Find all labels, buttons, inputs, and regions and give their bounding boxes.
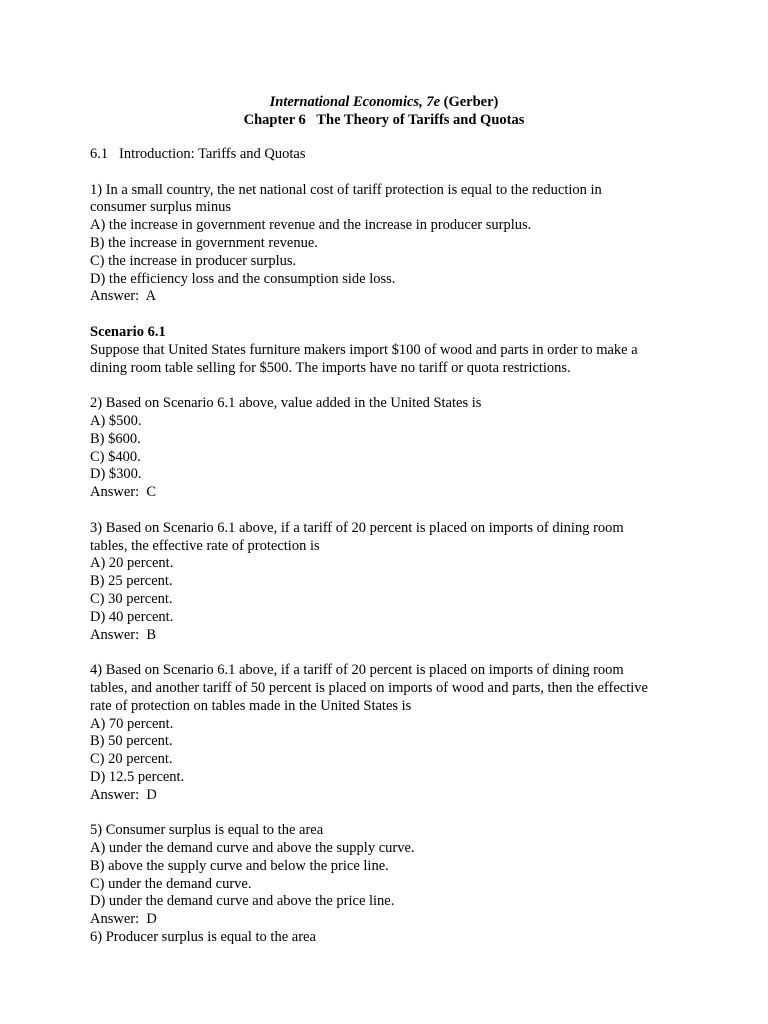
question-stem: tables, the effective rate of protection is bbox=[90, 537, 320, 554]
document-header bbox=[90, 93, 678, 129]
option-c: C) under the demand curve. bbox=[90, 875, 252, 892]
answer: Answer: B bbox=[90, 626, 157, 643]
option-a: A) 20 percent. bbox=[90, 555, 174, 572]
question-4 bbox=[90, 662, 678, 804]
answer: Answer: D bbox=[90, 786, 157, 803]
option-a: A) $500. bbox=[90, 412, 142, 429]
author: (Gerber) bbox=[443, 94, 499, 110]
option-b: B) above the supply curve and below the price line. bbox=[90, 857, 389, 874]
section-heading: 6.1 Introduction: Tariffs and Quotas bbox=[90, 146, 306, 162]
question-stem: 1) In a small country, the net national cost of tariff protection is equal to the reduction in bbox=[90, 181, 602, 198]
answer: Answer: C bbox=[90, 484, 157, 501]
question-stem: 2) Based on Scenario 6.1 above, value added in the United States is bbox=[90, 395, 482, 412]
option-c: C) $400. bbox=[90, 448, 141, 465]
question-stem: consumer surplus minus bbox=[90, 199, 231, 216]
option-c: C) the increase in producer surplus. bbox=[90, 252, 297, 269]
scenario-text: dining room table selling for $500. The imports have no tariff or quota restrictions. bbox=[90, 359, 571, 376]
option-d: D) $300. bbox=[90, 466, 142, 483]
option-a: A) under the demand curve and above the supply curve. bbox=[90, 840, 415, 857]
option-a: A) 70 percent. bbox=[90, 715, 174, 732]
option-d: D) under the demand curve and above the price line. bbox=[90, 893, 395, 910]
option-a: A) the increase in government revenue and the increase in producer surplus. bbox=[90, 217, 532, 234]
option-d: D) 12.5 percent. bbox=[90, 768, 185, 785]
question-stem: rate of protection on tables made in the United States is bbox=[90, 697, 412, 714]
question-stem: 3) Based on Scenario 6.1 above, if a tariff of 20 percent is placed on imports of dining room bbox=[90, 519, 624, 536]
option-b: B) 50 percent. bbox=[90, 733, 173, 750]
scenario-title: Scenario 6.1 bbox=[90, 323, 166, 340]
question-stem: tables, and another tariff of 50 percent is placed on imports of wood and parts, then the effective bbox=[90, 679, 648, 696]
option-b: B) 25 percent. bbox=[90, 573, 173, 590]
question-1 bbox=[90, 182, 678, 307]
question-stem: 4) Based on Scenario 6.1 above, if a tariff of 20 percent is placed on imports of dining room bbox=[90, 662, 624, 679]
question-3 bbox=[90, 520, 678, 645]
question-2 bbox=[90, 395, 678, 502]
chapter-title: Chapter 6 The Theory of Tariffs and Quotas bbox=[243, 112, 525, 128]
question-stem: 5) Consumer surplus is equal to the area bbox=[90, 822, 324, 839]
option-d: D) 40 percent. bbox=[90, 608, 174, 625]
option-b: B) $600. bbox=[90, 430, 141, 447]
option-d: D) the efficiency loss and the consumption side loss. bbox=[90, 270, 396, 287]
answer: Answer: D bbox=[90, 911, 157, 928]
answer: Answer: A bbox=[90, 288, 157, 305]
option-b: B) the increase in government revenue. bbox=[90, 234, 318, 251]
question-stem: 6) Producer surplus is equal to the area bbox=[90, 929, 316, 946]
scenario-text: Suppose that United States furniture makers import $100 of wood and parts in order to make a bbox=[90, 341, 638, 358]
question-5 bbox=[90, 822, 678, 929]
scenario-6-1 bbox=[90, 324, 678, 377]
book-title: International Economics, 7e bbox=[269, 94, 441, 110]
book-title-line bbox=[90, 93, 678, 111]
option-c: C) 20 percent. bbox=[90, 751, 173, 768]
option-c: C) 30 percent. bbox=[90, 590, 173, 607]
question-6 bbox=[90, 929, 678, 947]
